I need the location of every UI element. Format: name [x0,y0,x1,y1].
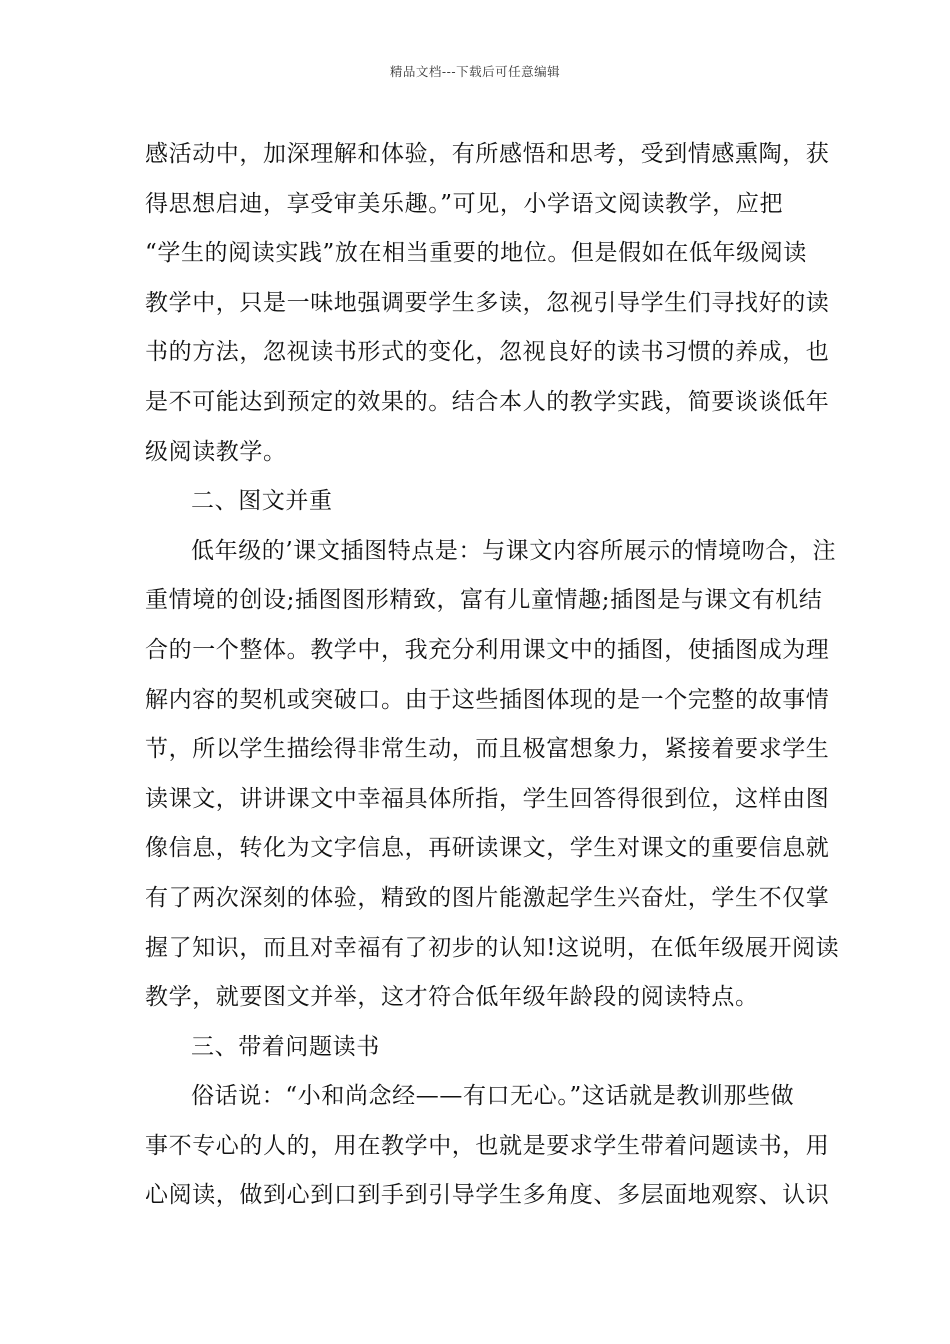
text-line: 事不专心的人的，用在教学中，也就是要求学生带着问题读书，用 [145,1132,830,1159]
text-line: 解内容的契机或突破口。由于这些插图体现的是一个完整的故事情 [145,686,830,713]
text-line: 感活动中，加深理解和体验，有所感悟和思考，受到情感熏陶，获 [145,141,830,167]
text-line: “学生的阅读实践”放在相当重要的地位。但是假如在低年级阅读 [145,240,807,267]
text-line: 重情境的创设;插图图形精致，富有儿童情趣;插图是与课文有机结 [145,587,823,614]
text-line: 教学中，只是一味地强调要学生多读，忽视引导学生们寻找好的读 [145,289,830,316]
text-line: 心阅读，做到心到口到手到引导学生多角度、多层面地观察、认识 [145,1182,830,1209]
text-line: 节，所以学生描绘得非常生动，而且极富想象力，紧接着要求学生 [145,736,830,763]
text-line: 读课文，讲讲课文中幸福具体所指，学生回答得很到位，这样由图 [145,785,830,812]
text-line: 低年级的’课文插图特点是：与课文内容所展示的情境吻合，注 [191,537,837,564]
section-heading: 三、带着问题读书 [191,1033,380,1060]
text-line: 级阅读教学。 [145,438,287,465]
text-line: 书的方法，忽视读书形式的变化，忽视良好的读书习惯的养成，也 [145,339,830,366]
section-heading: 二、图文并重 [191,488,333,515]
text-line: 得思想启迪，享受审美乐趣。”可见，小学语文阅读教学，应把 [145,190,784,217]
text-line: 有了两次深刻的体验，精致的图片能激起学生兴奋灶，学生不仅掌 [145,884,830,911]
text-line: 合的一个整体。教学中，我充分利用课文中的插图，使插图成为理 [145,636,830,663]
text-line: 是不可能达到预定的效果的。结合本人的教学实践，简要谈谈低年 [145,388,830,415]
page-header: 精品文档---下载后可任意编辑 [389,64,561,79]
text-line: 像信息，转化为文字信息，再研读课文，学生对课文的重要信息就 [145,835,830,862]
text-line: 教学，就要图文并举，这才符合低年级年龄段的阅读特点。 [145,984,759,1011]
body-text [145,130,840,1221]
text-line: 握了知识，而且对幸福有了初步的认知!这说明，在低年级展开阅读 [145,934,840,961]
text-line: 俗话说：“小和尚念经——有口无心。”这话就是教训那些做 [191,1083,795,1110]
